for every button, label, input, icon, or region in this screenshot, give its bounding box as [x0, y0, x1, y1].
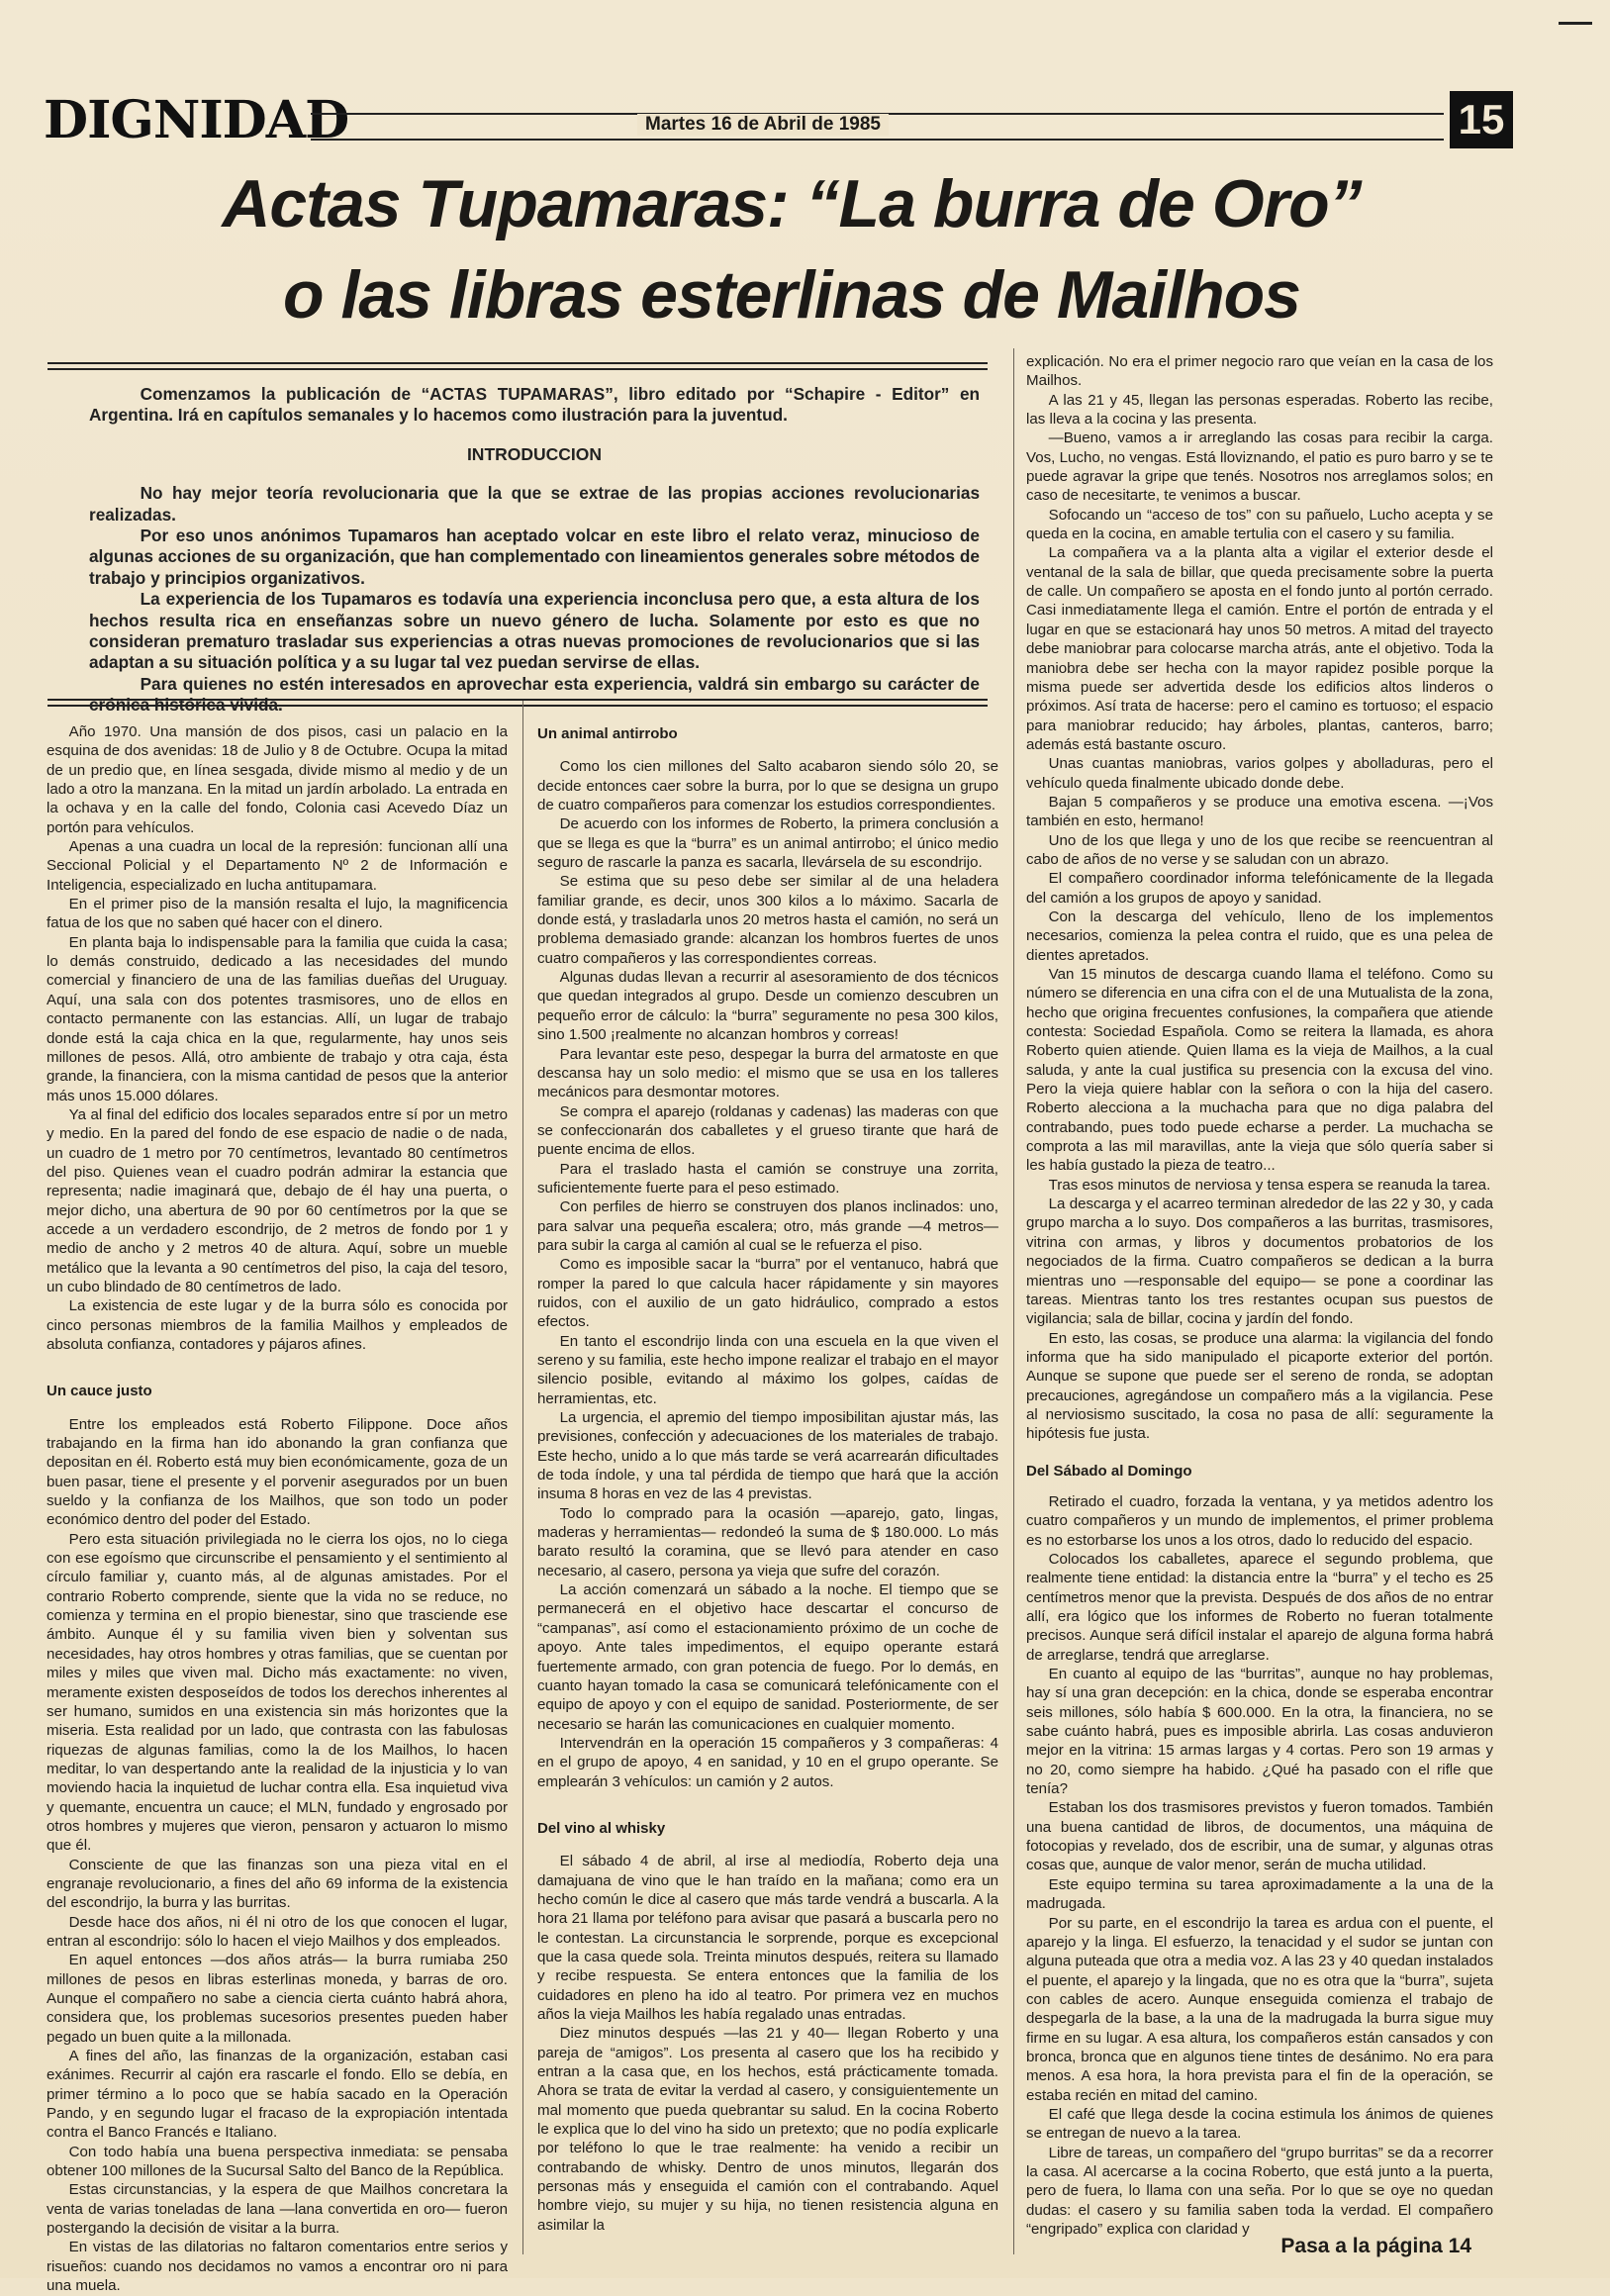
paragraph: La existencia de este lugar y de la burra sólo es conocida por cinco personas miembros de la familia Mailhos y empleados de absoluta confianza, contadores y pájaros afines.: [47, 1297, 508, 1353]
page-number: 15: [1450, 91, 1513, 148]
paragraph: Algunas dudas llevan a recurrir al asesoramiento de dos técnicos que quedan integrados al grupo. Desde un comienzo descubren un pequeño error de cálculo: la “burra” seguramente no pesa 300 kilos, sino 1.500 ¡realmente no alcanzan hombros y correas!: [537, 969, 998, 1044]
paragraph: Con perfiles de hierro se construyen dos planos inclinados: uno, para salvar una pequeña escalera; otro, más grande —4 metros— para subir la carga al camión al cual se le refuerza el piso.: [537, 1198, 998, 1254]
masthead: [44, 91, 1513, 150]
paragraph: Ya al final del edificio dos locales separados entre sí por un metro y medio. En la pared del fondo de ese espacio de nadie o de nada, un cuadro de 1 metro por 70 centímetros, levantado 80 centímetros del piso. Quienes vean el cuadro podrán admirar la estancia que representa; nadie imaginará que, debajo de él hay una puerta, o mejor dicho, una abertura de 90 por 60 centímetros por la que se accede a un verdadero escondrijo, de 2 metros de fondo por 1 y medio de ancho y 2 metros 40 de altura. Aquí, sobre un mueble metálico que la levanta a 90 centímetros del piso, la caja del tesoro, un cubo blindado de 80 centímetros de lado.: [47, 1105, 508, 1295]
headline: [40, 158, 1544, 340]
paragraph: Por su parte, en el escondrijo la tarea es ardua con el puente, el aparejo y la linga. El esfuerzo, la tenacidad y el sudor se juntan con alguna puteada que otra a media voz. A las 23 y 40 quedan instalados el puente, el aparejo y la lingada, que no es otra que la “burra”, sujeta con cables de acero. Aunque enseguida comienza el trabajo de despegarla de la base, a la una de la madrugada la burra sigue muy firme en su lugar. A esa altura, los compañeros están cansados y con bronca, bronca que en algunos tiene tintes de desánimo. No era para menos. A esa hora, la hora prevista para el fin de la operación, se estaba recién en mitad del camino.: [1026, 1914, 1493, 2104]
intro-heading: INTRODUCCION: [466, 443, 603, 464]
subheading: Un animal antirrobo: [537, 725, 678, 742]
paragraph: Tras esos minutos de nerviosa y tensa espera se reanuda la tarea.: [1048, 1176, 1491, 1194]
intro-paragraph: La experiencia de los Tupamaros es todavía una experiencia inconclusa pero que, a esta altura de los hechos resulta rica en enseñanzas sobre un nuevo género de lucha. Solamente por esto es que no consideran prematuro trasladar sus experiencias a otras nuevas promociones de revolucionarios que si las adaptan a su situación política y a su lugar tal vez puedan servirse de ellas.: [89, 589, 980, 673]
paragraph: Con la descarga del vehículo, lleno de los implementos necesarios, comienza la pelea contra el ruido, que es una pelea de dientes apretados.: [1026, 908, 1493, 964]
divider-rule: [47, 705, 988, 707]
paragraph: Este equipo termina su tarea aproximadamente a la una de la madrugada.: [1026, 1875, 1493, 1913]
subheading: Un cauce justo: [47, 1383, 152, 1400]
intro-paragraph: Para quienes no estén interesados en aprovechar esta experiencia, valdrá sin embargo su carácter de crónica histórica vivida.: [89, 673, 980, 716]
paragraph: Colocados los caballetes, aparece el segundo problema, que realmente tiene entidad: la distancia entre la “burra” y el techo es 25 centímetros menor que la prevista. Después de dos años de no entrar allí, era lógico que los informes de Roberto no fueran totalmente precisos. Aunque será difícil instalar el aparejo de alguna forma habrá de arreglarse, tendrá que arreglarse.: [1026, 1550, 1493, 1664]
paragraph: El compañero coordinador informa telefónicamente de la llegada del camión a los grupos de apoyo y sanidad.: [1026, 870, 1493, 907]
masthead-rule: [311, 139, 1444, 141]
intro-box: [89, 384, 980, 717]
paragraph: Pero esta situación privilegiada no le cierra los ojos, no lo ciega con ese egoísmo que circunscribe el pensamiento y el sentimiento al círculo familiar y, cuanto más, al de algunas amistades. Por el contrario Roberto comprende, siente que la vida no se reduce, no comienza y termina en el propio bienestar, sino que trasciende ese ámbito. Aunque él y su familia viven bien y solventan sus necesidades, hay otros hombres y otras familias, que se cuentan por miles y miles que viven mal. Dicho más exactamente: no viven, meramente existen desposeídos de todos los derechos inherentes al ser humano, sumidos en una existencia sin más horizontes que la miseria. Esta realidad por un lado, que contrasta con las fabulosas riquezas de algunas familias, como la de los Mailhos, lo hacen meditar, lo van despertando ante la realidad de la injusticia y lo van moviendo hacia la inquietud de luchar contra ella. Esa inquietud viva y quemante, encuentra un cauce; el MLN, fundado y engrosado por otros hombres y mujeres que vieron, pensaron y actuaron lo mismo que él.: [47, 1530, 508, 1855]
paragraph: En planta baja lo indispensable para la familia que cuida la casa; lo demás construido, dedicado a las necesidades del mundo comercial y financiero de una de las familias dueñas del Uruguay. Aquí, una sala con dos potentes trasmisores, uno de ellos en contacto permanente con las estancias. Allí, un lugar de trabajo donde está la caja chica en la que, regularmente, hay unos seis millones de pesos. Allá, otro ambiente de trabajo y otra caja, ésta grande, la financiera, con la misma cantidad de pesos que la anterior más unos 15.000 dólares.: [47, 933, 508, 1104]
continuation-note: Pasa a la página 14: [1280, 2235, 1471, 2257]
paragraph: explicación. No era el primer negocio raro que veían en la casa de los Mailhos.: [1026, 353, 1493, 390]
subheading: Del vino al whisky: [537, 1819, 666, 1837]
paragraph: Consciente de que las finanzas son una pieza vital en el engranaje revolucionario, a fines del año 69 informa de la existencia del escondrijo, la burra y las burritas.: [47, 1856, 508, 1912]
headline-line-2: o las libras esterlinas de Mailhos: [283, 257, 1300, 333]
paragraph: En aquel entonces —dos años atrás— la burra rumiaba 250 millones de pesos en libras esterlinas moneda, y barras de oro. Aunque el compañero no sabe a ciencia cierta cuánto habrá ahora, considera que, los problemas sucesorios presentes pueden haber pegado un buen quite a la millonada.: [47, 1952, 508, 2046]
paragraph: Con todo había una buena perspectiva inmediata: se pensaba obtener 100 millones de la Sucursal Salto del Banco de la República.: [47, 2143, 508, 2180]
paragraph: Entre los empleados está Roberto Filippone. Doce años trabajando en la firma han ido abonando la gran confianza que depositan en él. Roberto está muy bien económicamente, goza de un buen pasar, tiene el presente y el porvenir asegurados por un buen sueldo y la confianza de los Mailhos, que son todo un poder económico dentro del poder del Estado.: [47, 1415, 508, 1529]
intro-paragraph: Por eso unos anónimos Tupamaros han aceptado volcar en este libro el relato veraz, minucioso de algunas acciones de su organización, que han complementado con lineamientos generales sobre métodos de trabajo y principios organizativos.: [89, 526, 980, 588]
paragraph: Apenas a una cuadra un local de la represión: funcionan allí una Seccional Policial y el Departamento Nº 2 de Información e Inteligencia, especializado en lucha antitupamara.: [47, 838, 508, 894]
paragraph: Libre de tareas, un compañero del “grupo burritas” se da a recorrer la casa. Al acercarse a la cocina Roberto, que está junto a la puerta, pero de fuera, lo llama con una seña. Por lo que se oye no quedan dudas: el casero y su familia saben toda la verdad. El compañero “engripado” explica con claridad y: [1026, 2144, 1493, 2238]
paragraph: La urgencia, el apremio del tiempo imposibilitan ajustar más, las previsiones, confección y adecuaciones de los materiales de trabajo. Este hecho, unido a lo que más tarde se verá acarrearán dificultades de toda índole, y una tal pérdida de tiempo que hará que la acción insuma 8 horas en vez de las 4 previstas.: [537, 1409, 998, 1503]
intro-paragraph: No hay mejor teoría revolucionaria que la que se extrae de las propias acciones revolucionarias realizadas.: [89, 483, 980, 525]
paragraph: Estaban los dos trasmisores previstos y fueron tomados. También una buena cantidad de libros, de documentos, una máquina de fotocopias y revelado, dos de escribir, una de sumar, y algunas otras cosas que, aunque de valor menor, serán de mucha utilidad.: [1026, 1799, 1493, 1874]
paragraph: Como los cien millones del Salto acabaron siendo sólo 20, se decide entonces caer sobre la burra, por lo que se designa un grupo de cuatro compañeros para comenzar los estudios correspondientes.: [537, 758, 998, 814]
paragraph: Diez minutos después —las 21 y 40— llegan Roberto y una pareja de “amigos”. Los presenta al casero que los ha recibido y entran a la casa que, en los hechos, está prácticamente tomada. Ahora se trata de evitar la verdad al casero, y consiguientemente un mal momento que pueda quebrantar su salud. En la cocina Roberto le explica que lo del vino ha sido un pretexto; que no podía explicarle por teléfono lo que le trae realmente: ha venido a recibir un contrabando de whisky. Dentro de unos minutos, llegarán dos personas más y enseguida el camión con el contrabando. Aquel hombre viejo, su mujer y su hija, no tienen resistencia alguna en asimilar la: [537, 2025, 998, 2234]
divider-rule: [47, 362, 988, 364]
paragraph: En cuanto al equipo de las “burritas”, aunque no hay problemas, hay sí una gran decepción: en la chica, donde se esperaba encontrar seis millones, sólo había $ 600.000. En la otra, la financiera, no se sabe cuánto habrá, pues es imposible abrirla. Las cosas anduvieron mejor en la vitrina: 15 armas largas y 4 cortas. Pero son 19 armas y no 20, como siempre ha habido. ¿Qué ha pasado con el rifle que tenía?: [1026, 1666, 1493, 1798]
article-column-1: [47, 722, 508, 2296]
paragraph: Bajan 5 compañeros y se produce una emotiva escena. —¡Vos también en esto, hermano!: [1026, 793, 1493, 830]
paragraph: Para el traslado hasta el camión se construye una zorrita, suficientemente fuerte para el peso estimado.: [537, 1160, 998, 1196]
column-rule: [522, 701, 523, 2254]
divider-rule: [47, 368, 988, 370]
paragraph: Como es imposible sacar la “burra” por el ventanuco, habrá que romper la pared lo que calcula hacer rápidamente y sin mayores ruidos, con el auxilio de un gato hidráulico, comprado a estos efectos.: [537, 1256, 998, 1331]
paragraph: De acuerdo con los informes de Roberto, la primera conclusión a que se llega es que la “burra” es un animal antirrobo; el único medio seguro de rascarle la panza es sacarla, llevársela de su escondrijo.: [537, 815, 998, 872]
paragraph: A fines del año, las finanzas de la organización, estaban casi exánimes. Recurrir al cajón era rascarle el fondo. Ello se debía, en primer término a lo poco que se había sacado en la Operación Pando, y en segundo lugar el fracaso de la expropiación intentada contra el Banco Francés e Italiano.: [47, 2048, 508, 2142]
paragraph: A las 21 y 45, llegan las personas esperadas. Roberto las recibe, las lleva a la cocina y las presenta.: [1026, 391, 1493, 429]
paragraph: Año 1970. Una mansión de dos pisos, casi un palacio en la esquina de dos avenidas: 18 de Julio y 8 de Octubre. Ocupa la mitad de un predio que, en línea sesgada, divide mismo al medio y de un lado a otro la manzana. En la mitad un jardín arbolado. La entrada en la ochava y en la calle del fondo, Colonia casi Acevedo Díaz un portón para vehículos.: [47, 723, 508, 836]
paragraph: Uno de los que llega y uno de los que recibe se reencuentran al cabo de años de no verse y se saludan con un abrazo.: [1026, 831, 1493, 868]
paragraph: Sofocando un “acceso de tos” con su pañuelo, Lucho acepta y se queda en la cocina, en amable tertulia con el casero y su familia.: [1026, 506, 1493, 543]
paragraph: Se estima que su peso debe ser similar al de una heladera familiar grande, es decir, unos 300 kilos a lo máximo. Sacarla de donde está, y trasladarla unos 20 metros hasta el camión, no será un problema demasiado grande: alcanzan los hombros fuertes de unos cuatro compañeros y las correspondientes correas.: [537, 873, 998, 967]
edge-mark: [1559, 22, 1592, 25]
paragraph: En vistas de las dilatorias no faltaron comentarios entre serios y risueños: cuando nos decidamos no vamos a encontrar oro ni para una muela.: [47, 2239, 508, 2295]
paragraph: Unas cuantas maniobras, varios golpes y abolladuras, pero el vehículo queda finalmente ubicado donde debe.: [1026, 755, 1493, 792]
paragraph: Para levantar este peso, despegar la burra del armatoste en que descansa hay un solo medio: el mismo que se usa en los talleres mecánicos para desmontar motores.: [537, 1045, 998, 1101]
paragraph: Estas circunstancias, y la espera de que Mailhos concretara la venta de varias toneladas de lana —lana convertida en oro— fueron postergando la decisión de visitar a la burra.: [47, 2181, 508, 2238]
article-column-2: [537, 724, 998, 2235]
paragraph: Todo lo comprado para la ocasión —aparejo, gato, lingas, maderas y herramientas— redondeó la suma de $ 180.000. Lo más barato resultó la coramina, que se llevó para atender en caso necesario, al casero, persona ya vieja que sufre del corazón.: [537, 1504, 998, 1579]
paragraph: Se compra el aparejo (roldanas y cadenas) las maderas con que se confeccionarán dos caballetes y el grueso tirante que hará de puente encima de ellos.: [537, 1102, 998, 1159]
paragraph: Desde hace dos años, ni él ni otro de los que conocen el lugar, entran al escondrijo: sólo lo hacen el viejo Mailhos y dos empleados.: [47, 1913, 508, 1950]
newspaper-logo: DIGNIDAD: [44, 90, 349, 150]
paragraph: En tanto el escondrijo linda con una escuela en la que viven el sereno y su familia, este hecho impone realizar el trabajo en el mayor silencio posible, evitando al máximo los golpes, caídas de herramientas, etc.: [537, 1332, 998, 1407]
divider-rule: [47, 699, 988, 701]
paragraph: En esto, las cosas, se produce una alarma: la vigilancia del fondo informa que ha sido manipulado el picaporte exterior del portón. Aunque se supone que puede ser el sereno de ronda, se adoptan precauciones, agregándose un compañero más a la vigilancia. Pese al nerviosismo suscitado, la cosa no pasa de allí: seguramente la hipótesis fue justa.: [1026, 1329, 1493, 1443]
paragraph: En el primer piso de la mansión resalta el lujo, la magnificencia fatua de los que no saben qué hacer con el dinero.: [47, 896, 508, 932]
issue-date: Martes 16 de Abril de 1985: [637, 114, 889, 136]
subheading: Del Sábado al Domingo: [1026, 1462, 1192, 1480]
paragraph: El café que llega desde la cocina estimula los ánimos de quienes se entregan de nuevo a la tarea.: [1026, 2105, 1493, 2143]
paragraph: Intervendrán en la operación 15 compañeros y 3 compañeras: 4 en el grupo de apoyo, 4 en sanidad, y 10 en el grupo operante. Se emplearán 3 vehículos: un camión y 2 autos.: [537, 1734, 998, 1790]
column-rule: [1013, 348, 1014, 2254]
paragraph: Retirado el cuadro, forzada la ventana, y ya metidos adentro los cuatro compañeros y un mundo de implementos, el primer problema es no estorbarse los unos a los otros, dado lo reducido del espacio.: [1026, 1492, 1493, 1549]
paragraph: El sábado 4 de abril, al irse al mediodía, Roberto deja una damajuana de vino que le han traído en la mañana; como era un hecho común le dice al casero que más tarde vendrá a buscarla. A la hora 21 llama por teléfono para avisar que pasará a buscarla pero no le contestan. La circunstancia le sorprende, porque es excepcional que la casa quede sola. Treinta minutos después, reitera su llamado y recibe respuesta. Se entera entonces que la familia de los cuidadores en pleno ha ido al teatro. Por primera vez en muchos años la vieja Mailhos les había regalado unas entradas.: [537, 1853, 998, 2023]
paragraph: Van 15 minutos de descarga cuando llama el teléfono. Como su número se diferencia en una cifra con el de una Mutualista de la zona, hecho que origina frecuentes confusiones, la compañera que atiende contesta: Sociedad Española. Como se reitera la llamada, es ahora Roberto quien atiende. Quien llama es la vieja de Mailhos, a la cual saluda, y ante la cual justifica su presencia con la excusa del vino. Pero la vieja quiere hablar con la señora o con la hija del casero. Roberto alecciona a la muchacha para que no diga palabra del contrabando, pues todo puede echarse a perder. La muchacha se comprota a las mil maravillas, ante la vieja que sólo quería saber si les había gustado la pieza de teatro...: [1026, 966, 1493, 1175]
article-column-3: [1026, 352, 1493, 2239]
paragraph: La descarga y el acarreo terminan alrededor de las 22 y 30, y cada grupo marcha a lo suyo. Dos compañeros a las burritas, trasmisores, vitrina con armas, y libros y documentos probatorios de los negociados de la firma. Cuatro compañeros se dedican a la burra mientras uno —responsable del equipo— se pone a coordinar las tareas. Mientras tanto los tres restantes ocupan sus puestos de vigilancia; sala de billar, cocina y jardín del fondo.: [1026, 1196, 1493, 1328]
paragraph: —Bueno, vamos a ir arreglando las cosas para recibir la carga. Vos, Lucho, no vengas. Está lloviznando, el patio es puro barro y se te puede agravar la gripe que tenés. Nosotros nos arreglamos solos; en caso de necesitarte, te venimos a buscar.: [1026, 430, 1493, 505]
headline-line-1: Actas Tupamaras: “La burra de Oro”: [222, 166, 1362, 241]
paragraph: La acción comenzará un sábado a la noche. El tiempo que se permanecerá en el objetivo hace descartar el concurso de “campanas”, así como el estacionamiento próximo de un coche de apoyo. Ante tales impedimentos, el equipo operante estará fuertemente armado, con gran potencia de fuego. Por lo demás, en cuanto hayan tomado la casa se comunicará telefónicamente con el equipo de apoyo y con el equipo de sanidad. Posteriormente, de ser necesario se harán las comunicaciones en cualquier momento.: [537, 1581, 998, 1733]
paragraph: La compañera va a la planta alta a vigilar el exterior desde el ventanal de la sala de billar, que queda precisamente sobre la puerta de calle. Un compañero se aposta en el fondo junto al portón cerrado. Casi inmediatamente llega el camión. Entre el portón de entrada y el lugar en que se estacionará hay unos 50 metros. A mitad del trayecto debe maniobrar para colocarse marcha atrás, ante el objetivo. Toda la maniobra debe ser hecha con la mayor rapidez posible porque la misma puede ser advertida desde los edificios altos linderos o próximos. Así trata de hacerse: pero el camino es tortuoso; el espacio para maniobrar reducido; hay árboles, plantas, canteros, barro; además está bastante oscuro.: [1026, 544, 1493, 753]
intro-lead: Comenzamos la publicación de “ACTAS TUPAMARAS”, libro editado por “Schapire - Editor” en Argentina. Irá en capítulos semanales y lo hacemos como ilustración para la juventud.: [89, 384, 980, 426]
